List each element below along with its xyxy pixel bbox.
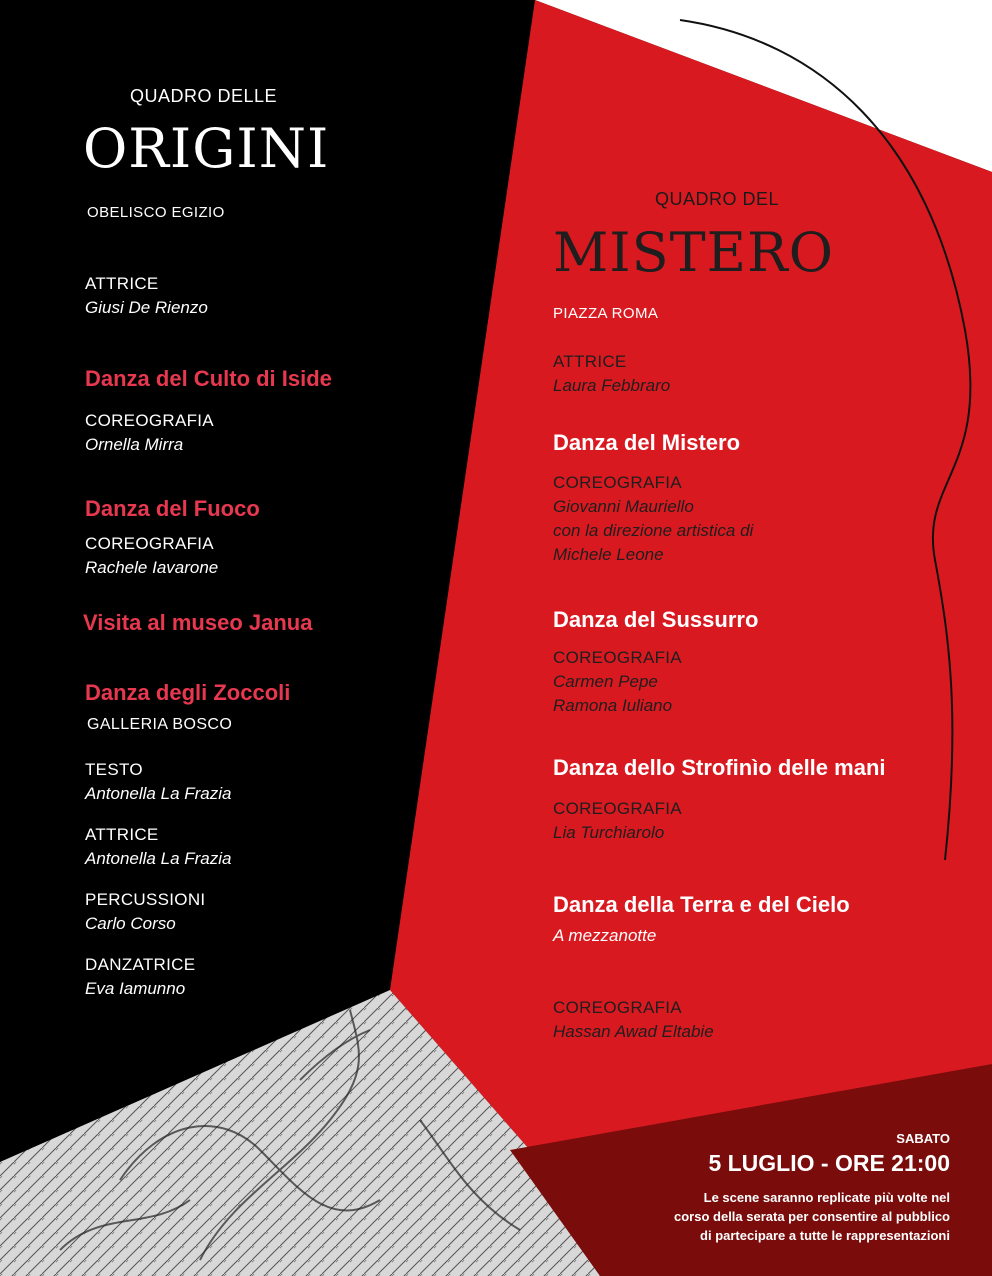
- footer-note-line1: Le scene saranno replicate più volte nel: [703, 1190, 950, 1205]
- right-dance1-name3: Michele Leone: [553, 545, 664, 564]
- left-attrice-name: Giusi De Rienzo: [85, 298, 208, 317]
- left-dance2-role: COREOGRAFIA: [85, 534, 214, 553]
- left-percussioni-label: PERCUSSIONI: [85, 890, 206, 909]
- right-dance2-name2: Ramona Iuliano: [553, 696, 673, 715]
- left-attrice2-name: Antonella La Frazia: [85, 849, 232, 868]
- left-dance2-title: Danza del Fuoco: [85, 496, 260, 521]
- right-attrice-name: Laura Febbraro: [553, 376, 671, 395]
- right-dance3-title: Danza dello Strofinìo delle mani: [553, 755, 886, 780]
- right-pre-title: QUADRO DEL: [655, 189, 780, 209]
- right-dance1-title: Danza del Mistero: [553, 430, 741, 455]
- left-dance1-title: Danza del Culto di Iside: [85, 366, 332, 391]
- left-title: ORIGINI: [83, 117, 330, 180]
- right-dance1-name2: con la direzione artistica di: [553, 521, 754, 540]
- right-dance1-role: COREOGRAFIA: [553, 473, 682, 492]
- left-testo-name: Antonella La Frazia: [85, 784, 232, 803]
- left-dance1-name: Ornella Mirra: [85, 435, 184, 454]
- left-dance2-name: Rachele Iavarone: [85, 558, 219, 577]
- footer-date-time: 5 LUGLIO - ORE 21:00: [708, 1150, 950, 1176]
- left-percussioni-name: Carlo Corso: [85, 914, 176, 933]
- left-pre-title: QUADRO DELLE: [130, 86, 278, 106]
- left-attrice-label: ATTRICE: [85, 274, 159, 293]
- left-dance1-role: COREOGRAFIA: [85, 411, 214, 430]
- left-testo-label: TESTO: [85, 760, 143, 779]
- right-dance2-title: Danza del Sussurro: [553, 607, 759, 632]
- footer-day: SABATO: [896, 1131, 950, 1146]
- left-attrice2-label: ATTRICE: [85, 825, 159, 844]
- right-dance4-name: Hassan Awad Eltabie: [553, 1022, 714, 1041]
- right-dance3-name: Lia Turchiarolo: [553, 823, 665, 842]
- right-title: MISTERO: [553, 221, 834, 284]
- right-dance2-role: COREOGRAFIA: [553, 648, 682, 667]
- right-venue: PIAZZA ROMA: [553, 305, 659, 322]
- left-dance3-title: Danza degli Zoccoli: [85, 680, 291, 705]
- left-visit-title: Visita al museo Janua: [83, 610, 313, 635]
- left-dance3-venue: GALLERIA BOSCO: [87, 716, 233, 733]
- right-dance4-title: Danza della Terra e del Cielo: [553, 892, 850, 917]
- footer-note-line2: corso della serata per consentire al pubblico: [674, 1209, 950, 1224]
- right-dance4-subtitle: A mezzanotte: [553, 926, 657, 945]
- right-dance3-role: COREOGRAFIA: [553, 799, 682, 818]
- right-dance2-name1: Carmen Pepe: [553, 672, 658, 691]
- left-venue: OBELISCO EGIZIO: [87, 204, 225, 221]
- right-dance1-name1: Giovanni Mauriello: [553, 497, 694, 516]
- left-danzatrice-label: DANZATRICE: [85, 955, 196, 974]
- right-dance4-role: COREOGRAFIA: [553, 998, 682, 1017]
- left-danzatrice-name: Eva Iamunno: [85, 979, 186, 998]
- right-attrice-label: ATTRICE: [553, 352, 627, 371]
- footer-note-line3: di partecipare a tutte le rappresentazioni: [700, 1228, 950, 1243]
